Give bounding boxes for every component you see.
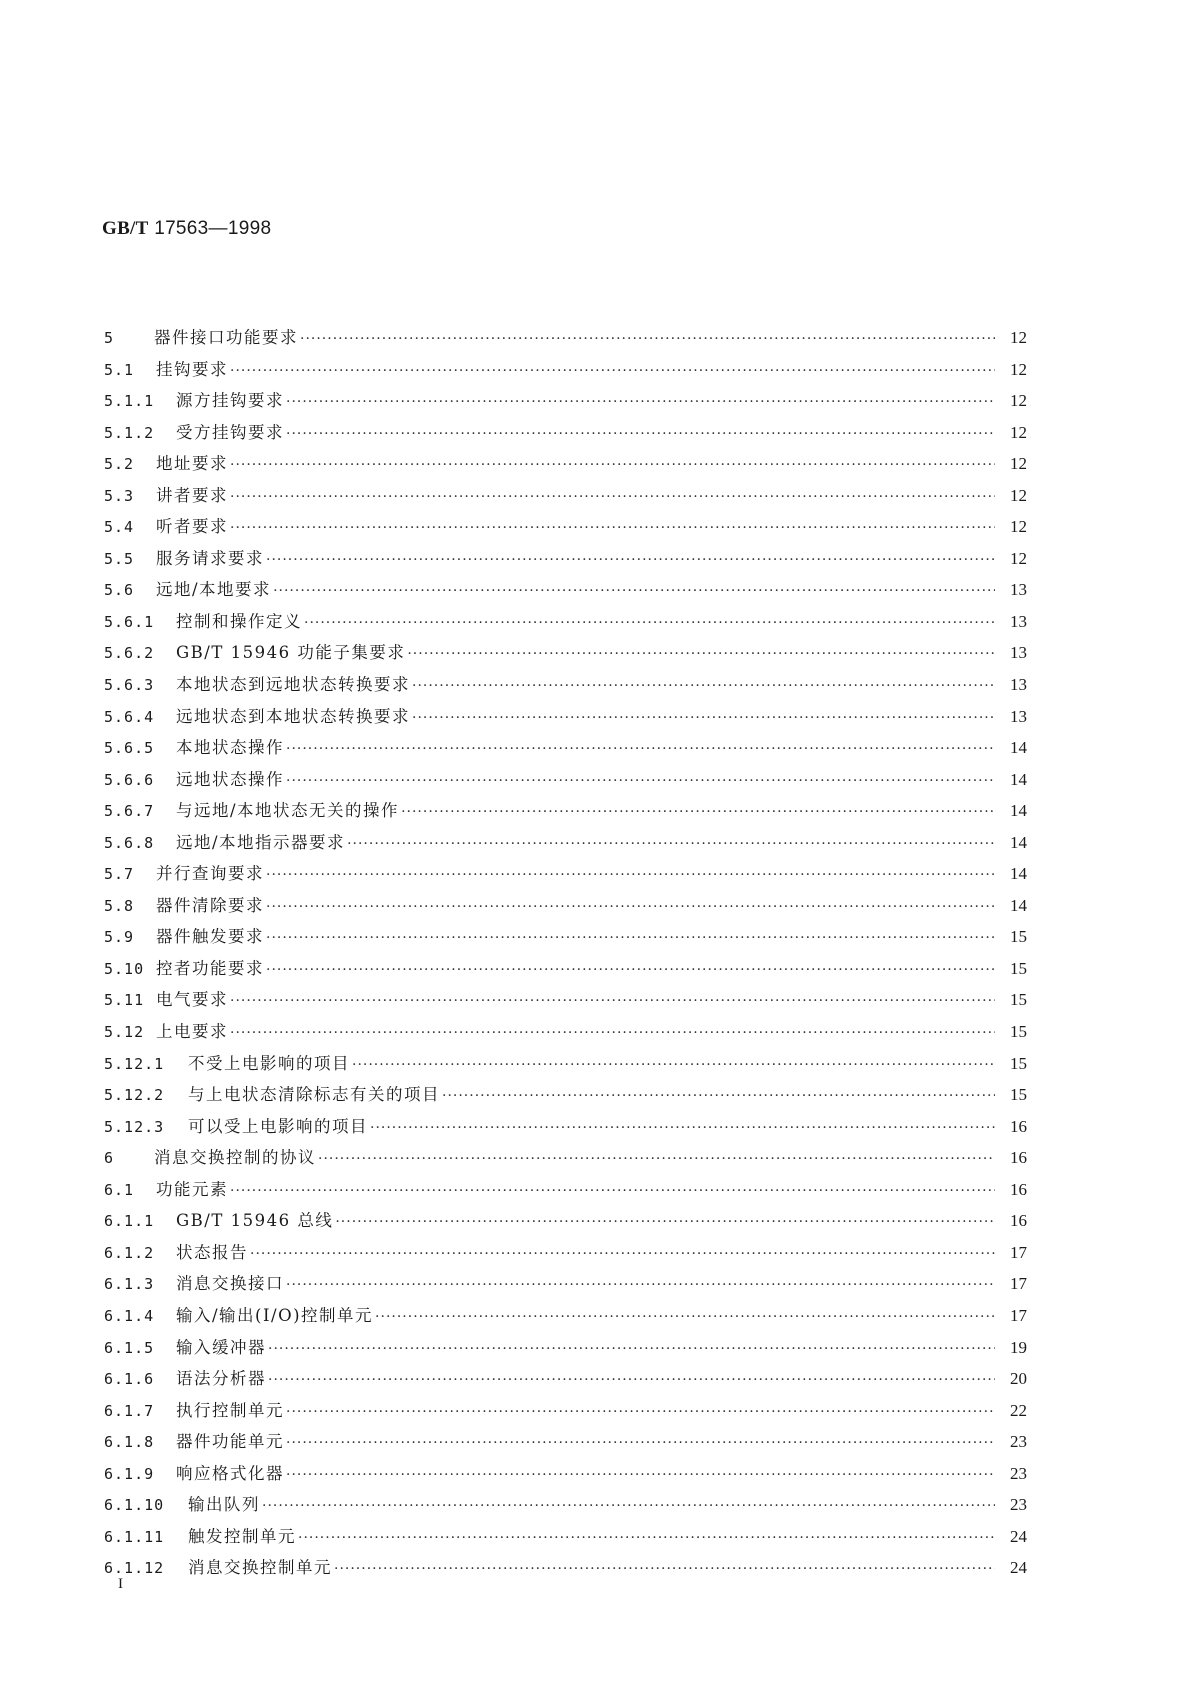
- toc-number: 5.4: [104, 518, 135, 537]
- toc-entry[interactable]: [104, 417, 1027, 449]
- toc-entry[interactable]: [104, 637, 1027, 669]
- toc-number: 6.1.3: [104, 1275, 155, 1294]
- toc-number: 5.6.4: [104, 707, 155, 726]
- toc-number: 5.6.6: [104, 770, 155, 789]
- toc-page-number: 16: [1010, 1148, 1027, 1168]
- toc-page-number: 15: [1010, 990, 1027, 1010]
- toc-leader: [262, 1491, 995, 1521]
- toc-leader: [230, 482, 995, 512]
- toc-entry[interactable]: [104, 701, 1027, 733]
- toc-leader: [230, 1018, 995, 1048]
- toc-leader: [230, 513, 995, 543]
- toc-number: 6.1: [104, 1180, 135, 1199]
- toc-number: 5.9: [104, 928, 135, 947]
- toc-entry[interactable]: [104, 1521, 1027, 1553]
- toc-entry[interactable]: [104, 1205, 1027, 1237]
- toc-number: 5.6.8: [104, 833, 155, 852]
- toc-number: 6.1.10: [104, 1496, 165, 1515]
- toc-title: 消息交换控制单元: [188, 1558, 332, 1578]
- toc-entry[interactable]: [104, 1268, 1027, 1300]
- toc-entry[interactable]: [104, 953, 1027, 985]
- toc-entry[interactable]: [104, 322, 1027, 354]
- toc-number: 5.10: [104, 959, 145, 978]
- toc-entry[interactable]: [104, 795, 1027, 827]
- toc-title: 与远地/本地状态无关的操作: [176, 801, 400, 821]
- toc-page-number: 15: [1010, 1085, 1027, 1105]
- toc-leader: [304, 608, 995, 638]
- toc-title: 响应格式化器: [176, 1463, 284, 1483]
- toc-title: 源方挂钩要求: [176, 391, 284, 411]
- toc-title: 语法分析器: [176, 1369, 266, 1389]
- toc-title: 电气要求: [156, 990, 228, 1010]
- toc-entry[interactable]: [104, 1332, 1027, 1364]
- toc-number: 5.6.1: [104, 612, 155, 631]
- toc-page-number: 14: [1010, 832, 1027, 852]
- toc-title: 远地状态操作: [176, 769, 284, 789]
- toc-number: 5.12.2: [104, 1086, 165, 1105]
- toc-leader: [286, 766, 995, 796]
- toc-page-number: 15: [1010, 1053, 1027, 1073]
- toc-page-number: 12: [1010, 454, 1027, 474]
- toc-entry[interactable]: [104, 984, 1027, 1016]
- toc-leader: [266, 860, 995, 890]
- toc-leader: [335, 1207, 995, 1237]
- toc-title: 远地/本地要求: [156, 580, 272, 600]
- toc-page-number: 14: [1010, 895, 1027, 915]
- toc-leader: [298, 1523, 995, 1553]
- toc-page-number: 14: [1010, 769, 1027, 789]
- toc-title: 功能元素: [156, 1179, 228, 1199]
- toc-number: 5.7: [104, 865, 135, 884]
- toc-title: 输出队列: [188, 1495, 260, 1515]
- toc-leader: [268, 1334, 995, 1364]
- toc-leader: [286, 1428, 995, 1458]
- toc-number: 5.12.1: [104, 1054, 165, 1073]
- toc-entry[interactable]: [104, 511, 1027, 543]
- toc-leader: [273, 576, 995, 606]
- toc-page-number: 14: [1010, 801, 1027, 821]
- toc-leader: [268, 1365, 995, 1395]
- toc-page-number: 17: [1010, 1242, 1027, 1262]
- toc-page-number: 16: [1010, 1211, 1027, 1231]
- toc-entry[interactable]: [104, 480, 1027, 512]
- toc-title: 消息交换接口: [176, 1274, 284, 1294]
- toc-entry[interactable]: [104, 385, 1027, 417]
- toc-title: 器件接口功能要求: [154, 328, 298, 347]
- toc-entry[interactable]: [104, 1111, 1027, 1143]
- toc-title: 状态报告: [176, 1242, 248, 1262]
- toc-page-number: 17: [1010, 1274, 1027, 1294]
- toc-page-number: 13: [1010, 643, 1027, 663]
- toc-page-number: 13: [1010, 675, 1027, 695]
- toc-number: 6.1.7: [104, 1401, 155, 1420]
- toc-page-number: 12: [1010, 548, 1027, 568]
- toc-entry[interactable]: [104, 1237, 1027, 1269]
- toc-page-number: 14: [1010, 864, 1027, 884]
- toc-title: 器件触发要求: [156, 927, 264, 947]
- toc-number: 5.8: [104, 896, 135, 915]
- toc-title: 远地状态到本地状态转换要求: [176, 706, 410, 726]
- toc-leader: [230, 356, 995, 386]
- toc-leader: [230, 450, 995, 480]
- toc-entry[interactable]: [104, 574, 1027, 606]
- toc-leader: [318, 1144, 995, 1174]
- toc-number: 5.3: [104, 486, 135, 505]
- toc-page-number: 12: [1010, 391, 1027, 411]
- toc-number: 5.2: [104, 455, 135, 474]
- toc-leader: [407, 639, 995, 669]
- toc-entry[interactable]: [104, 1489, 1027, 1521]
- toc-title: 与上电状态清除标志有关的项目: [188, 1085, 440, 1105]
- toc-title: 听者要求: [156, 517, 228, 537]
- toc-leader: [230, 1176, 995, 1206]
- toc-title: 输入缓冲器: [176, 1337, 266, 1357]
- toc-page-number: 12: [1010, 328, 1027, 347]
- toc-leader: [375, 1302, 995, 1332]
- toc-entry[interactable]: [104, 1426, 1027, 1458]
- toc-page-number: 15: [1010, 958, 1027, 978]
- toc-leader: [412, 671, 995, 701]
- toc-leader: [266, 955, 995, 985]
- toc-entry[interactable]: [104, 1300, 1027, 1332]
- toc-number: 6.1.12: [104, 1559, 165, 1578]
- toc-title: 控制和操作定义: [176, 611, 302, 631]
- toc-title: 挂钩要求: [156, 359, 228, 379]
- toc-leader: [250, 1239, 995, 1269]
- toc-entry[interactable]: [104, 1552, 1027, 1584]
- toc-page-number: 24: [1010, 1558, 1027, 1578]
- toc-leader: [300, 324, 995, 354]
- toc-number: 5.1.1: [104, 392, 155, 411]
- toc-title: 可以受上电影响的项目: [188, 1116, 368, 1136]
- toc-entry[interactable]: [104, 354, 1027, 386]
- toc-entry[interactable]: [104, 827, 1027, 859]
- toc-entry[interactable]: [104, 732, 1027, 764]
- toc-entry[interactable]: [104, 606, 1027, 638]
- toc-number: 5.12: [104, 1023, 145, 1042]
- toc-page-number: 23: [1010, 1463, 1027, 1483]
- toc-number: 5.6: [104, 581, 135, 600]
- toc-title: GB/T 15946 总线: [176, 1211, 334, 1231]
- toc-title: 远地/本地指示器要求: [176, 832, 346, 852]
- toc-page-number: 16: [1010, 1179, 1027, 1199]
- toc-entry[interactable]: [104, 858, 1027, 890]
- toc-title: 地址要求: [156, 454, 228, 474]
- toc-title: 触发控制单元: [188, 1526, 296, 1546]
- toc-title: 器件功能单元: [176, 1432, 284, 1452]
- toc-number: 6.1.2: [104, 1243, 155, 1262]
- toc-leader: [412, 703, 995, 733]
- toc-number: 5.12.3: [104, 1117, 165, 1136]
- toc-entry[interactable]: [104, 1174, 1027, 1206]
- toc-leader: [266, 892, 995, 922]
- toc-title: 服务请求要求: [156, 548, 264, 568]
- toc-entry[interactable]: [104, 543, 1027, 575]
- toc-number: 6.1.6: [104, 1370, 155, 1389]
- toc-title: 控者功能要求: [156, 958, 264, 978]
- toc-leader: [286, 1397, 995, 1427]
- toc-title: 本地状态到远地状态转换要求: [176, 675, 410, 695]
- toc-number: 5.1.2: [104, 423, 155, 442]
- toc-entry[interactable]: [104, 890, 1027, 922]
- toc-number: 6.1.8: [104, 1433, 155, 1452]
- toc-leader: [286, 419, 995, 449]
- toc-leader: [352, 1050, 995, 1080]
- standard-number: 17563—1998: [154, 218, 272, 239]
- toc-number: 5.6.7: [104, 802, 155, 821]
- toc-title: 并行查询要求: [156, 864, 264, 884]
- toc-leader: [286, 1270, 995, 1300]
- toc-leader: [286, 1460, 995, 1490]
- toc-page-number: 17: [1010, 1305, 1027, 1325]
- toc-leader: [286, 734, 995, 764]
- toc-title: 受方挂钩要求: [176, 422, 284, 442]
- toc-entry[interactable]: [104, 764, 1027, 796]
- toc-number: 6.1.11: [104, 1527, 165, 1546]
- toc-leader: [286, 387, 995, 417]
- toc-leader: [230, 986, 995, 1016]
- page-number: I: [118, 1576, 123, 1592]
- toc-number: 6.1.4: [104, 1306, 155, 1325]
- toc-page-number: 13: [1010, 706, 1027, 726]
- toc-page-number: 23: [1010, 1432, 1027, 1452]
- toc-entry[interactable]: [104, 921, 1027, 953]
- toc-leader: [442, 1081, 995, 1111]
- toc-page-number: 12: [1010, 517, 1027, 537]
- toc-entry[interactable]: [104, 1395, 1027, 1427]
- toc-entry[interactable]: [104, 448, 1027, 480]
- toc-leader: [347, 829, 995, 859]
- toc-page-number: 19: [1010, 1337, 1027, 1357]
- toc-number: 5.6.5: [104, 739, 155, 758]
- toc-page-number: 12: [1010, 485, 1027, 505]
- toc-leader: [334, 1554, 995, 1584]
- toc-number: 6.1.5: [104, 1338, 155, 1357]
- toc-entry[interactable]: [104, 1016, 1027, 1048]
- toc-number: 5: [104, 329, 115, 347]
- toc-page-number: 13: [1010, 611, 1027, 631]
- toc-title: 讲者要求: [156, 485, 228, 505]
- standard-code: [102, 218, 271, 240]
- toc-title: 执行控制单元: [176, 1400, 284, 1420]
- toc-leader: [266, 545, 995, 575]
- standard-prefix: GB/T: [102, 218, 149, 239]
- toc-number: 6: [104, 1149, 115, 1168]
- toc-page-number: 22: [1010, 1400, 1027, 1420]
- toc-number: 6.1.9: [104, 1464, 155, 1483]
- toc-entry[interactable]: [104, 1363, 1027, 1395]
- toc-number: 5.11: [104, 991, 145, 1010]
- toc-page-number: 16: [1010, 1116, 1027, 1136]
- toc-page-number: 12: [1010, 359, 1027, 379]
- toc-number: 5.5: [104, 549, 135, 568]
- toc-leader: [401, 797, 995, 827]
- toc-title: 上电要求: [156, 1022, 228, 1042]
- toc-entry[interactable]: [104, 1048, 1027, 1080]
- toc-page-number: 14: [1010, 738, 1027, 758]
- toc-page-number: 20: [1010, 1369, 1027, 1389]
- toc-leader: [266, 923, 995, 953]
- toc-page-number: 13: [1010, 580, 1027, 600]
- toc-number: 5.6.3: [104, 676, 155, 695]
- toc-title: 消息交换控制的协议: [154, 1148, 316, 1168]
- toc-title: GB/T 15946 功能子集要求: [176, 643, 406, 663]
- toc-page-number: 12: [1010, 422, 1027, 442]
- toc-number: 6.1.1: [104, 1212, 155, 1231]
- toc-entry[interactable]: [104, 669, 1027, 701]
- toc-entry[interactable]: [104, 1079, 1027, 1111]
- toc-number: 5.1: [104, 360, 135, 379]
- toc-number: 5.6.2: [104, 644, 155, 663]
- toc-page-number: 15: [1010, 927, 1027, 947]
- table-of-contents: [104, 322, 1027, 1584]
- toc-page-number: 24: [1010, 1526, 1027, 1546]
- toc-leader: [370, 1113, 995, 1143]
- toc-page-number: 23: [1010, 1495, 1027, 1515]
- toc-title: 输入/输出(I/O)控制单元: [176, 1305, 374, 1325]
- toc-title: 本地状态操作: [176, 738, 284, 758]
- toc-entry[interactable]: [104, 1458, 1027, 1490]
- toc-title: 器件清除要求: [156, 895, 264, 915]
- toc-entry[interactable]: [104, 1142, 1027, 1174]
- toc-title: 不受上电影响的项目: [188, 1053, 350, 1073]
- toc-page-number: 15: [1010, 1022, 1027, 1042]
